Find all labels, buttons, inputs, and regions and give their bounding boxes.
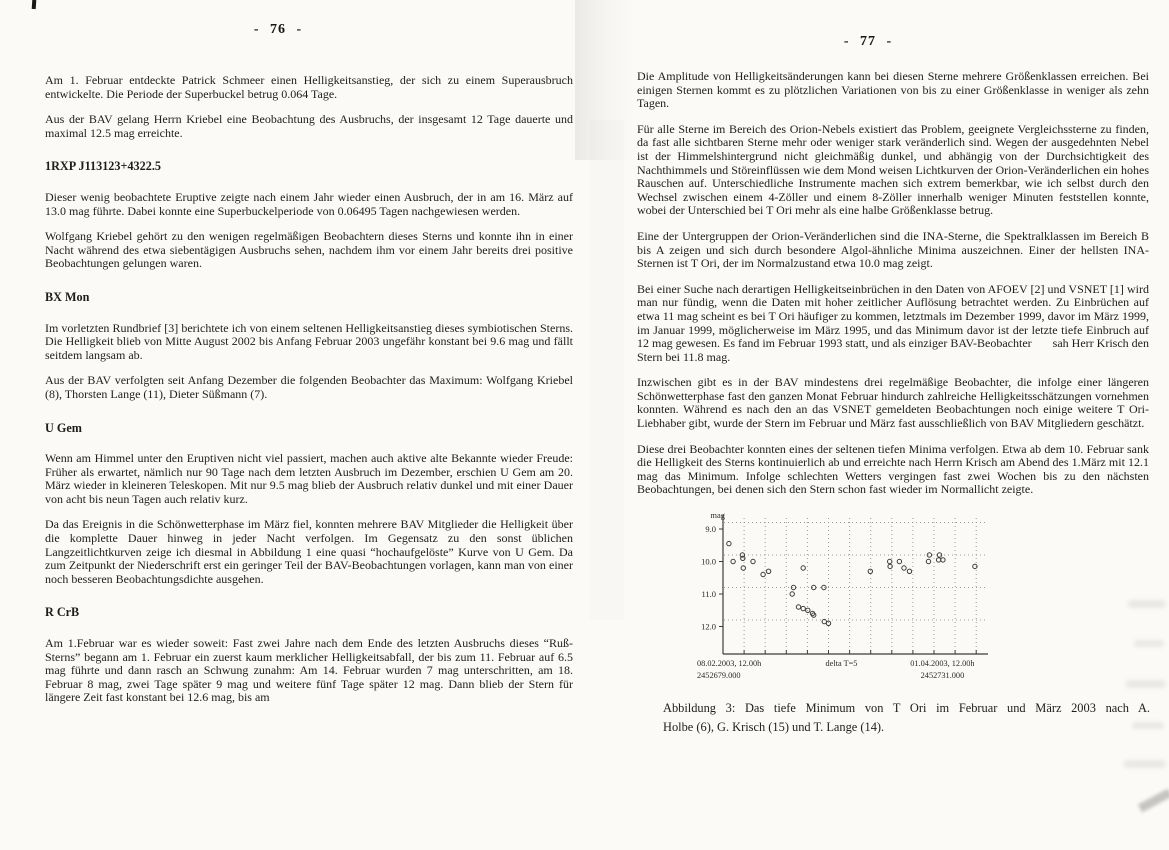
paragraph: Für alle Sterne im Bereich des Orion-Nebels existiert das Problem, geeignete Vergleichssterne zu finden, da fast alle sichtbaren Sterne mehr oder weniger stark veränderlich sind. Wegen der ausgedehnten Nebel ist der Himmelshintergrund nicht gleichmäßig dunkel, und abhängig von der Durchsichtigkeit des Nachthimmels und Störeinflüssen wie dem Mond weisen Lichtkurven der Orion-Veränderlichen ein hohes Rauschen auf. Unterschiedliche Instrumente machen sich extrem bemerkbar, wie ich selbst durch den Wechsel zwischen einem 4-Zöller und einem 8-Zöller innerhalb weniger Minuten feststellen konnte, wobei der Unterschied bei T Ori mehr als eine halbe Größenklasse betrug. bbox=[637, 121, 1149, 218]
data-point bbox=[751, 559, 755, 563]
page-gutter-shadow bbox=[590, 120, 624, 620]
data-point bbox=[791, 585, 795, 589]
paragraph: Am 1.Februar war es wieder soweit: Fast zwei Jahre nach dem Ende des letzten Ausbruchs dieses “Ruß-Sterns” begann am 1. Februar ein zuerst kaum merklicher Helligkeitsabfall, der bis zum 11. Februar auf 6.5 mag führte und dann rasch an Schwung zunahm: Am 14. Februar wurden 7 mag unterschritten, am 18. Februar 8 mag, zwei Tage später 9 mag und weitere fünf Tage später 12 mag. Dann blieb der Stern für längere Zeit fast konstant bei 12.6 mag, bis am bbox=[45, 636, 573, 705]
paragraph: Bei einer Suche nach derartigen Helligkeitseinbrüchen in den Daten von AFOEV [2] und VSNET [1] wird man nur fündig, wenn die Daten mit hoher zeitlicher Auflösung betrachtet werden. Zu Einbrüchen auf etwa 11 mag scheint es bei T Ori häufiger zu kommen, letztmals im Dezember 1999, davor im März 1999, im Januar 1999, möglicherweise im März 1995, und das Minimum davor ist der letzte tiefe Einbruch auf 12 mag gewesen. Es fand im Februar 1993 statt, und als einziger BAV-Beobachter sah Herr Krisch den Stern bei 11.8 mag. bbox=[637, 281, 1149, 364]
paragraph: Im vorletzten Rundbrief [3] berichtete ich von einem seltenen Helligkeitsanstieg dieses symbiotischen Sterns. Die Helligkeit blieb von Mitte August 2002 bis Anfang Februar 2003 ungefähr konstant bei 9.6 mag und fällt seitdem langsam ab. bbox=[45, 320, 573, 362]
data-point bbox=[741, 566, 745, 570]
x-label-left: 08.02.2003, 12.00h bbox=[697, 659, 762, 669]
paragraph: Am 1. Februar entdeckte Patrick Schmeer einen Helligkeitsanstieg, der sich zu einem Superausbruch entwickelte. Die Periode der Superbuckel betrug 0.064 Tage. bbox=[45, 73, 573, 101]
data-point bbox=[941, 558, 945, 562]
page-number-left: - 76 - bbox=[253, 22, 303, 37]
paragraph: Da das Ereignis in die Schönwetterphase im März fiel, konnten mehrere BAV Mitglieder die Helligkeit über die komplette Dauer hinweg in jeder Nacht verfolgen. Im Gegensatz zu den sonst üblichen Langzeitlichtkurven zeige ich diesmal in Abbildung 1 eine quasi “hochaufgelöste” Kurve von U Gem. Da zum Zeitpunkt der Niederschrift erst ein geringer Teil der BAV-Beobachtungen vorlagen, kann man von einer noch besseren Beobachtungsdichte ausgehen. bbox=[45, 517, 573, 586]
y-tick-label: 11.0 bbox=[701, 589, 716, 600]
left-column bbox=[45, 74, 573, 717]
section-heading: BX Mon bbox=[45, 289, 90, 304]
data-point bbox=[801, 606, 805, 610]
page-number-right: - 77 - bbox=[843, 34, 893, 49]
paragraph: Wolfgang Kriebel gehört zu den wenigen regelmäßigen Beobachtern dieses Sterns und konnte ihn in einer Nacht während des etwa siebentägigen Ausbruchs sehen, nachdem ihm vor einem Jahr bereits drei positive Beobachtungen gelungen waren. bbox=[45, 229, 573, 271]
data-point bbox=[790, 592, 794, 596]
data-point bbox=[907, 569, 911, 573]
paragraph: Eine der Untergruppen der Orion-Veränderlichen sind die INA-Sterne, die Spektralklassen im Bereich B bis A zeigen und sich durch besondere Algol-ähnliche Minima auszeichnen. Einer der hellsten INA-Sternen ist T Ori, der im Normalzustand etwa 10.0 mag zeigt. bbox=[637, 228, 1149, 271]
data-point bbox=[868, 569, 872, 573]
light-curve-chart bbox=[695, 509, 995, 691]
figure-caption-line2: Holbe (6), G. Krisch (15) und T. Lange (14). bbox=[663, 720, 885, 735]
x-label-right: 01.04.2003, 12.00h bbox=[910, 659, 975, 669]
data-point bbox=[897, 559, 901, 563]
section-heading: U Gem bbox=[45, 420, 82, 435]
y-tick-label: 10.0 bbox=[701, 556, 716, 567]
scan-artifact bbox=[1124, 760, 1166, 768]
figure-caption bbox=[663, 699, 1150, 737]
data-point bbox=[936, 558, 940, 562]
data-point bbox=[766, 569, 770, 573]
x-label-center: delta T=5 bbox=[825, 659, 858, 669]
paragraph: Die Amplitude von Helligkeitsänderungen kann bei diesen Sterne mehrere Größenklassen erreichen. Bei einigen Sternen kommt es zu plötzlichen Variationen von bis zu einer Größenklasse in weniger als zehn Tagen. bbox=[637, 69, 1149, 111]
x-label-left-jd: 2452679.000 bbox=[697, 671, 741, 681]
data-point bbox=[761, 572, 765, 576]
light-curve-figure bbox=[695, 509, 995, 691]
scan-artifact bbox=[1138, 789, 1169, 813]
paragraph: Wenn am Himmel unter den Eruptiven nicht viel passiert, machen auch aktive alte Bekannte wieder Freude: Früher als erwartet, nämlich nur 90 Tage nach dem letzten Ausbruch im Dezember, erschien U Gem am 20. März wieder in kleineren Teleskopen. Mit nur 9.5 mag blieb der Ausbruch relativ dunkel und mit einer Dauer von acht bis neun Tagen auch relativ kurz. bbox=[45, 451, 573, 506]
page-gutter-shadow bbox=[575, 0, 635, 160]
data-point bbox=[926, 559, 930, 563]
paragraph: Inzwischen gibt es in der BAV mindestens drei regelmäßige Beobachter, die infolge einer längeren Schönwetterphase fast den ganzen Monat Februar hindurch zahlreiche Helligkeitsschätzungen vornehmen konnten. Während es nach den an das VSNET gemeldeten Beobachtungen noch einige weitere T Ori-Liebhaber gibt, wurde der Stern im Februar und März fast ausschließlich von BAV Mitgliedern geschätzt. bbox=[637, 375, 1149, 431]
data-point bbox=[822, 585, 826, 589]
section-heading: R CrB bbox=[45, 605, 80, 620]
figure-caption-line1: Abbildung 3: Das tiefe Minimum von T Ori im Februar und März 2003 nach A. bbox=[663, 701, 1150, 716]
data-point bbox=[796, 605, 800, 609]
paragraph: Aus der BAV gelang Herrn Kriebel eine Beobachtung des Ausbruchs, der insgesamt 12 Tage dauerte und maximal 12.5 mag erreichte. bbox=[45, 112, 573, 140]
data-point bbox=[727, 541, 731, 545]
data-point bbox=[888, 559, 892, 563]
data-point bbox=[731, 559, 735, 563]
data-point bbox=[937, 553, 941, 557]
right-column bbox=[637, 70, 1149, 737]
data-point bbox=[902, 566, 906, 570]
y-tick-label: 12.0 bbox=[701, 621, 716, 632]
scan-artifact bbox=[32, 0, 37, 9]
data-point bbox=[826, 621, 830, 625]
section-heading: 1RXP J113123+4322.5 bbox=[45, 159, 161, 174]
y-axis-title: mag bbox=[710, 510, 725, 521]
paragraph: Dieser wenig beobachtete Eruptive zeigte nach einem Jahr wieder einen Ausbruch, der in am 16. März auf 13.0 mag führte. Dabei konnte eine Superbuckelperiode von 0.06495 Tagen nachgewiesen werden. bbox=[45, 189, 573, 218]
data-point bbox=[801, 566, 805, 570]
y-tick-label: 9.0 bbox=[705, 524, 716, 535]
paragraph: Aus der BAV verfolgten seit Anfang Dezember die folgenden Beobachter das Maximum: Wolfgang Kriebel (8), Thorsten Lange (11), Dieter Süßmann (7). bbox=[45, 373, 573, 401]
data-point bbox=[927, 553, 931, 557]
x-label-right-jd: 2452731.000 bbox=[920, 671, 965, 681]
paragraph: Diese drei Beobachter konnten eines der seltenen tiefen Minima verfolgen. Etwa ab dem 10. Februar sank die Helligkeit des Sterns kontinuierlich ab und erreichte nach Herrn Krisch am Abend des 1.März mit 12.1 mag das Minimum. Infolge schlechten Wetters vergingen fast zwei Wochen bis zu den nächsten Beobachtungen, bei denen sich den Stern schon fast wieder im Normallicht zeigte. bbox=[637, 441, 1149, 497]
